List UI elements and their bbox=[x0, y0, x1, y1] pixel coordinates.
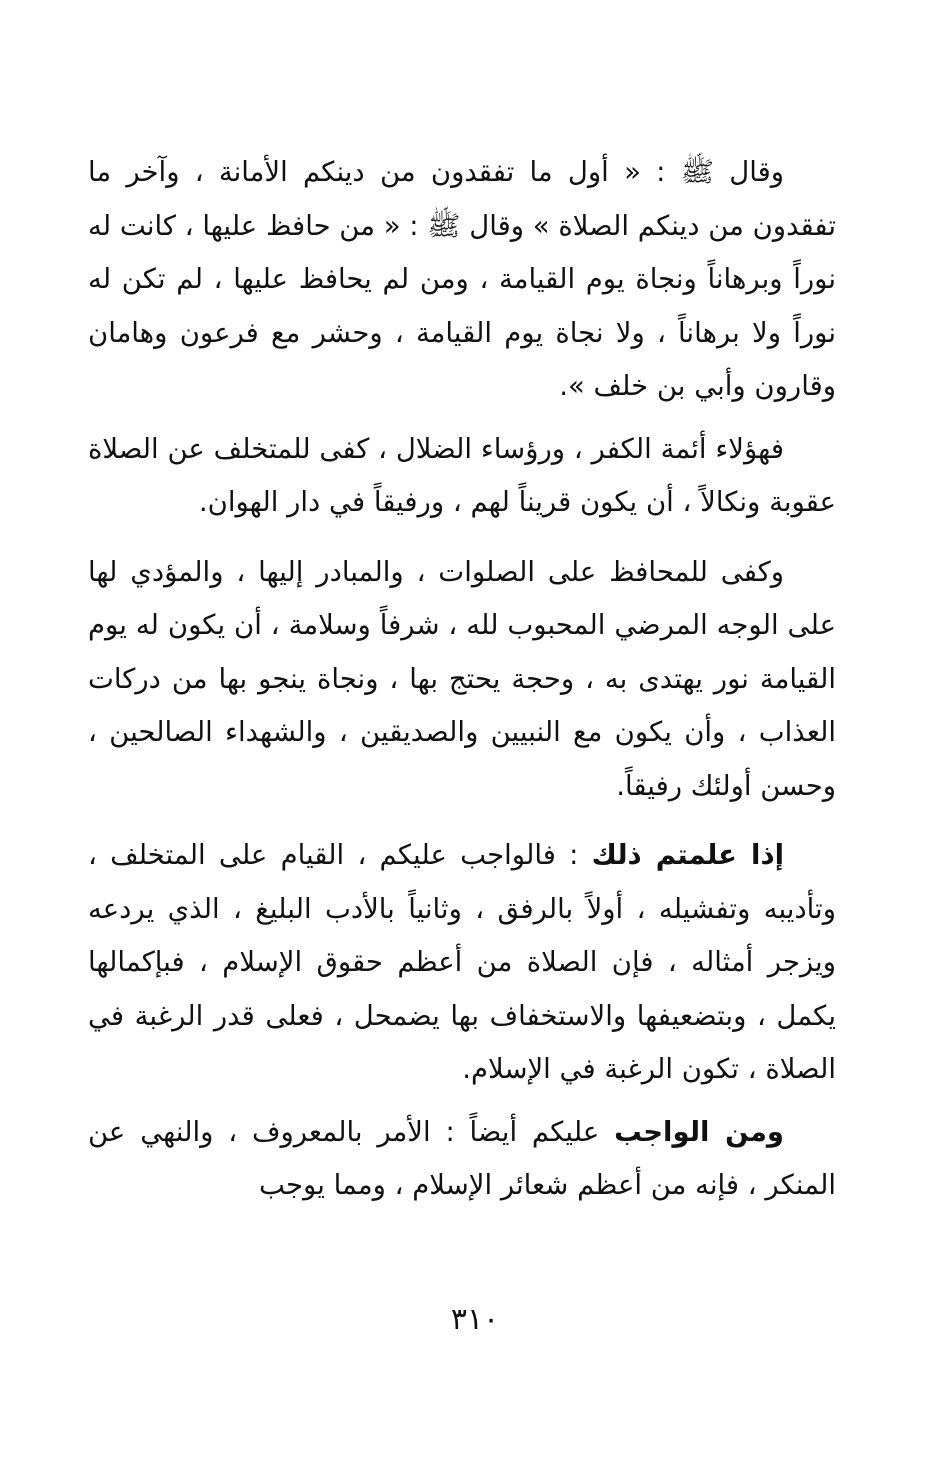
paragraph-2-text: فهؤلاء أئمة الكفر ، ورؤساء الضلال ، كفى للمتخلف عن الصلاة عقوبة ونكالاً ، أن يكون قريناً لهم ، ورفيقاً في دار الهوان. bbox=[88, 432, 836, 518]
paragraph-1-text: وقال ﷺ : « أول ما تفقدون من دينكم الأمانة ، وآخر ما تفقدون من دينكم الصلاة » وقال ﷺ : « من حافظ عليها ، كانت له نوراً وبرهاناً ونجاة يوم القيامة ، ومن لم يحافظ عليها ، لم تكن له نوراً ولا برهاناً ، ولا نجاة يوم القيامة ، وحشر مع فرعون وهامان وقارون وأبي بن خلف ». bbox=[87, 156, 836, 402]
paragraph-4 bbox=[88, 829, 836, 1097]
paragraph-5-lead: ومن الواجب bbox=[614, 1115, 784, 1148]
body-text bbox=[88, 146, 836, 1213]
paragraph-3-text: وكفى للمحافظ على الصلوات ، والمبادر إليها ، والمؤدي لها على الوجه المرضي المحبوب لله ، شرفاً وسلامة ، أن يكون له يوم القيامة نور يهتدى به ، وحجة يحتج بها ، ونجاة ينجو بها من دركات العذاب ، وأن يكون مع النبيين والصديقين ، والشهداء الصالحين ، وحسن أولئك رفيقاً. bbox=[88, 555, 836, 802]
paragraph-4-text: : فالواجب عليكم ، القيام على المتخلف ، وتأديبه وتفشيله ، أولاً بالرفق ، وثانياً بالأدب البليغ ، الذي يردعه ويزجر أمثاله ، فإن الصلاة من أعظم حقوق الإسلام ، فبإكمالها يكمل ، وبتضعيفها والاستخفاف بها يضمحل ، فعلى قدر الرغبة في الصلاة ، تكون الرغبة في الإسلام. bbox=[88, 839, 836, 1085]
paragraph-2 bbox=[88, 423, 836, 530]
paragraph-1 bbox=[88, 146, 836, 414]
paragraph-3 bbox=[88, 546, 836, 814]
paragraph-5 bbox=[88, 1106, 836, 1213]
page-number: ٣١٠ bbox=[450, 1302, 500, 1337]
paragraph-4-lead: إذا علمتم ذلك bbox=[591, 839, 785, 871]
paragraph-5-text: عليكم أيضاً : الأمر بالمعروف ، والنهي عن المنكر ، فإنه من أعظم شعائر الإسلام ، ومما يوجب bbox=[88, 1115, 836, 1201]
